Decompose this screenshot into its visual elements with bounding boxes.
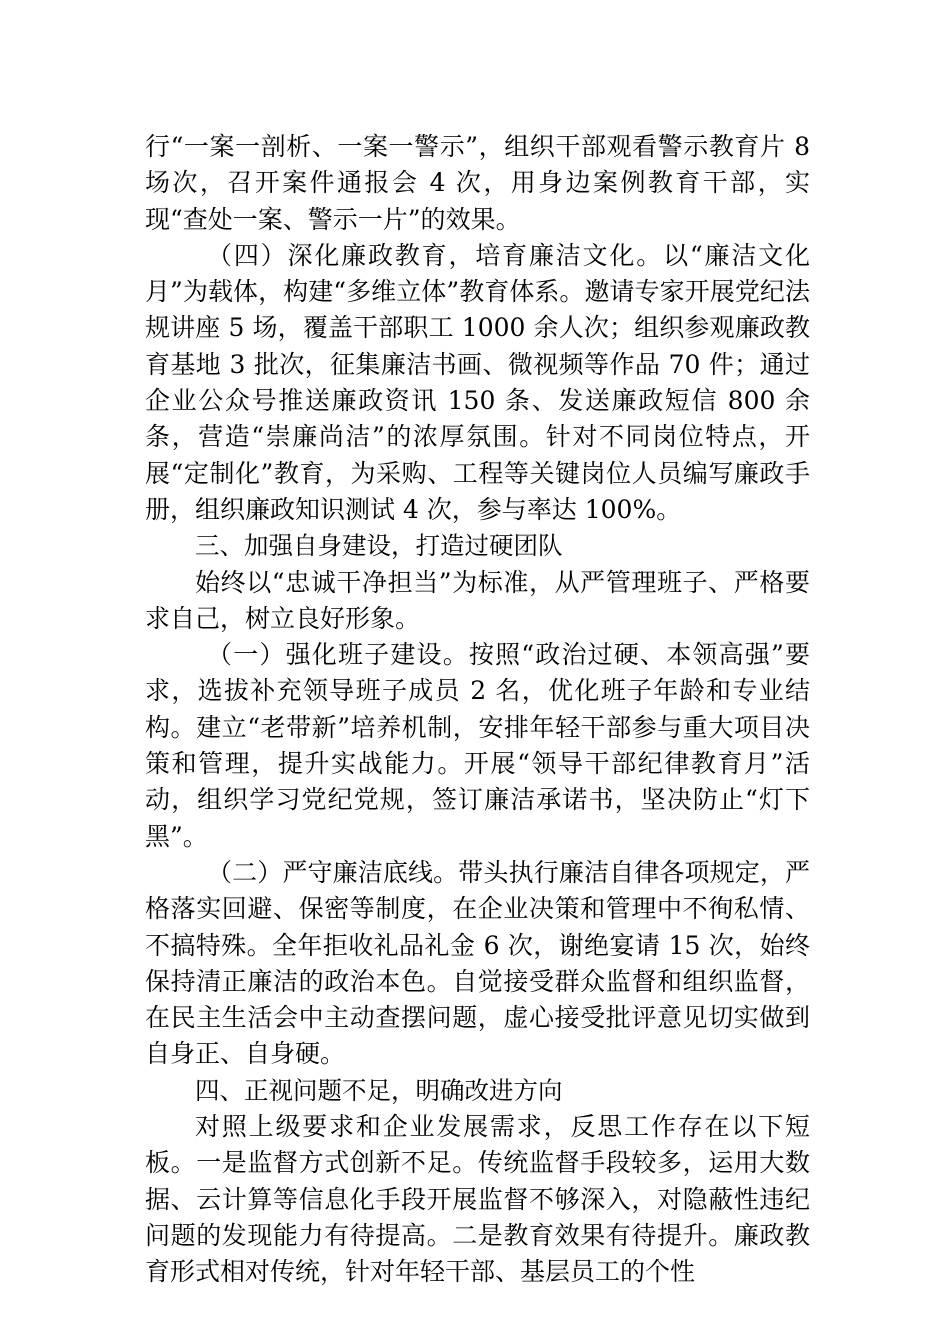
paragraph-section-four: （四）深化廉政教育，培育廉洁文化。以“廉洁文化月”为载体，构建“多维立体”教育体系。邀请专家开展党纪法规讲座 5 场，覆盖干部职工 1000 余人次；组织参观廉政教育基地 3 批次，征集廉洁书画、微视频等作品 70 件；通过企业公众号推送廉政资讯 150 条、发送廉政短信 800 余条，营造“崇廉尚洁”的浓厚氛围。针对不同岗位特点，开展“定制化”教育，为采购、工程等关键岗位人员编写廉政手册，组织廉政知识测试 4 次，参与率达 100%。 [145,240,810,524]
paragraph-part-three-intro: 始终以“忠诚干净担当”为标准，从严管理班子、严格要求自己，树立良好形象。 [145,567,810,633]
heading-part-three: 三、加强自身建设，打造过硬团队 [195,531,563,561]
heading-part-four: 四、正视问题不足，明确改进方向 [195,1075,563,1105]
paragraph-section-two: （二）严守廉洁底线。带头执行廉洁自律各项规定，严格落实回避、保密等制度，在企业决策和管理中不徇私情、不搞特殊。全年拒收礼品礼金 6 次，谢绝宴请 15 次，始终保持清正廉洁的政治本色。自觉接受群众监督和组织监督，在民主生活会中主动查摆问题，虚心接受批评意见切实做到自身正、自身硬。 [145,857,810,1069]
paragraph-continuation: 行“一案一剖析、一案一警示”，组织干部观看警示教育片 8 场次，召开案件通报会 4 次，用身边案例教育干部，实现“查处一案、警示一片”的效果。 [145,132,810,234]
document-body [145,129,810,1291]
paragraph-section-one: （一）强化班子建设。按照“政治过硬、本领高强”要求，选拔补充领导班子成员 2 名，优化班子年龄和专业结构。建立“老带新”培养机制，安排年轻干部参与重大项目决策和管理，提升实战能力。开展“领导干部纪律教育月”活动，组织学习党纪党规，签订廉洁承诺书，坚决防止“灯下黑”。 [145,640,810,851]
paragraph-part-four-intro: 对照上级要求和企业发展需求，反思工作存在以下短板。一是监督方式创新不足。传统监督手段较多，运用大数据、云计算等信息化手段开展监督不够深入，对隐蔽性违纪问题的发现能力有待提高。二是教育效果有待提升。廉政教育形式相对传统，针对年轻干部、基层员工的个性 [145,1112,810,1287]
